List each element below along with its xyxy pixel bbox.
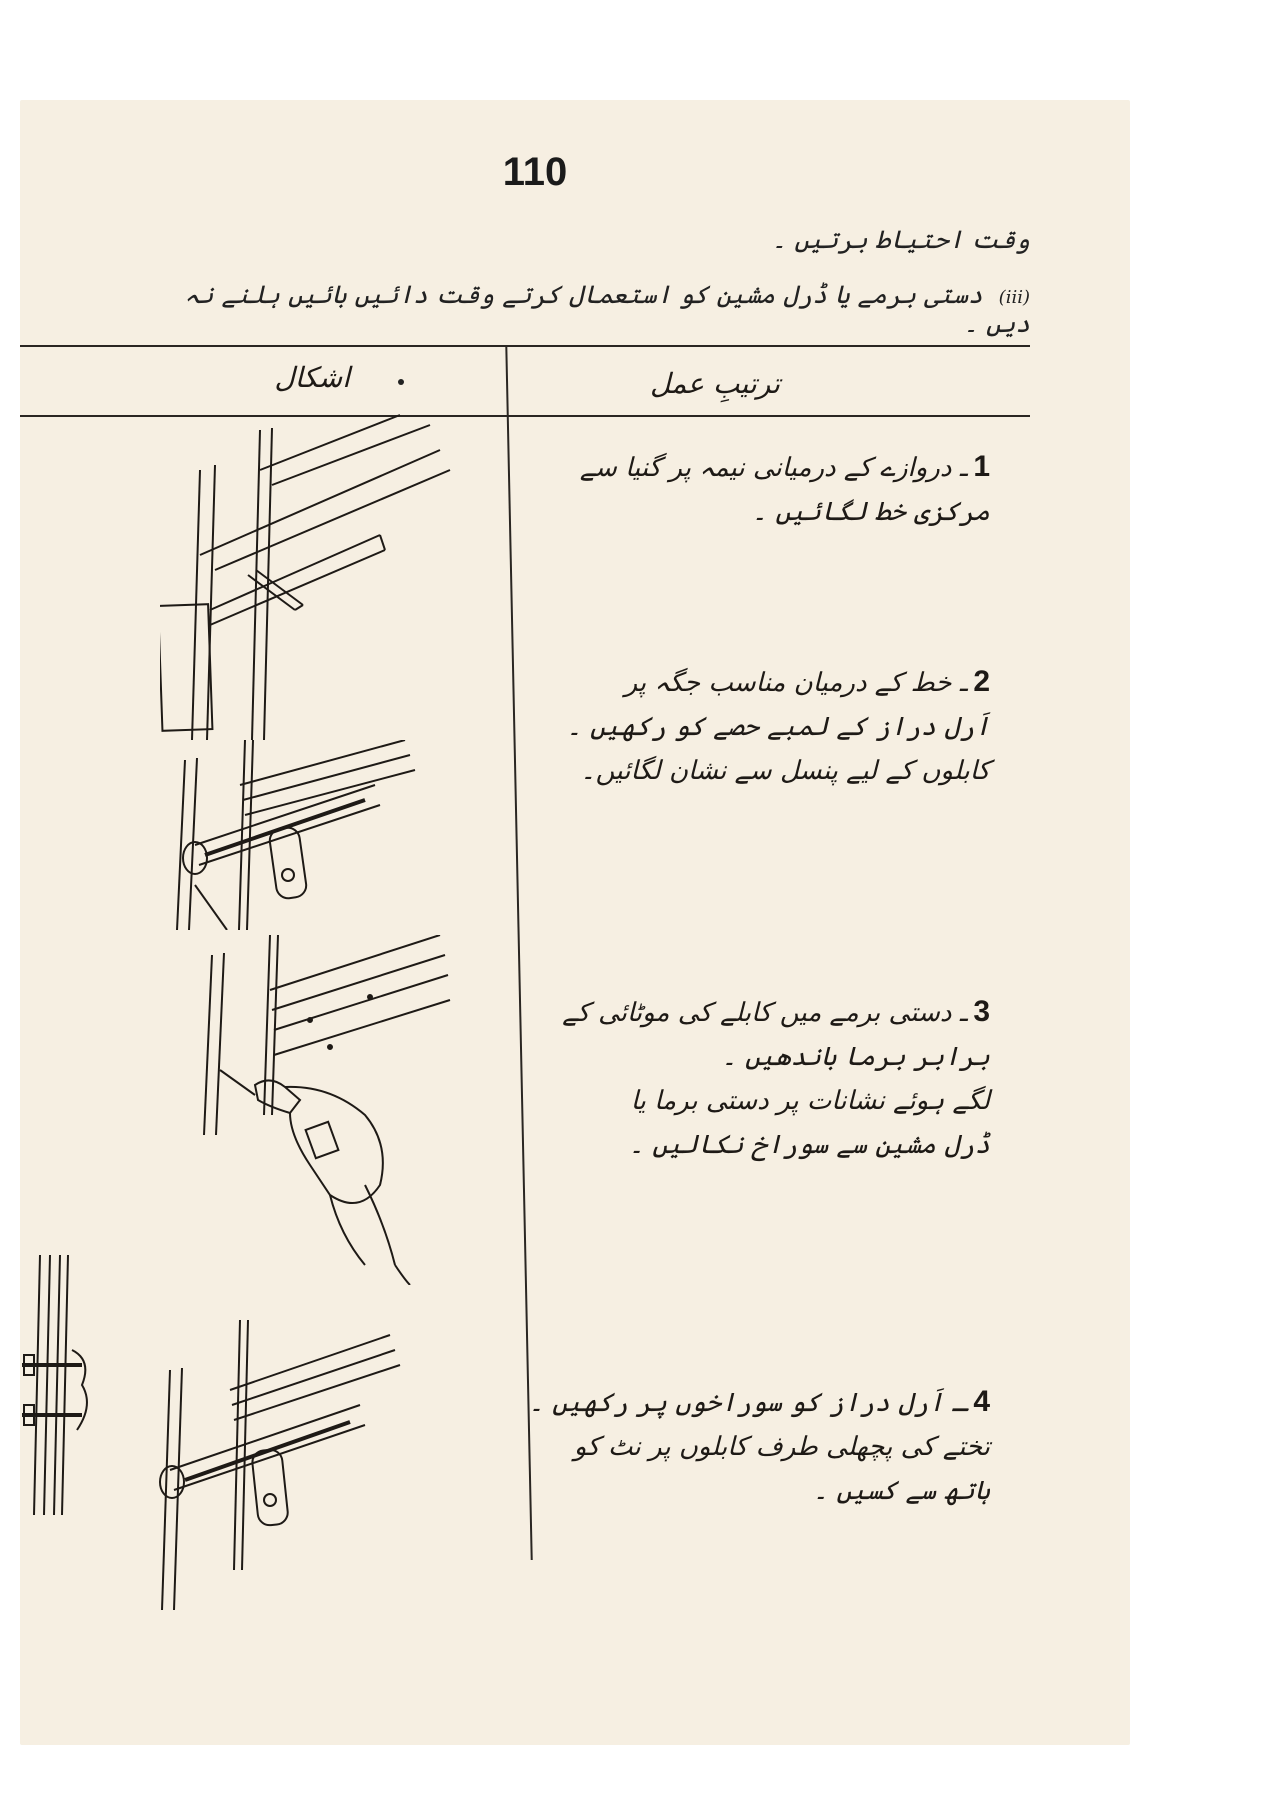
column-header-steps: ترتیبِ عمل <box>650 367 780 400</box>
step-3 <box>500 990 990 1167</box>
step-1-line-2: مرکزی خط لگائیں ۔ <box>751 497 990 527</box>
step-2-line-1: 2ـ خط کے درمیان مناسب جگہ پر <box>624 665 990 698</box>
step-2-line-2: اَرل دراز کے لمبے حصے کو رکھیں ۔ <box>566 712 990 742</box>
table-column-divider <box>505 345 532 1560</box>
intro-line-2 <box>180 280 1030 338</box>
step-4-line-1: 4ـ اَرل دراز کو سوراخوں پر رکھیں ۔ <box>528 1385 990 1418</box>
step-4-line-2: تختے کی پچھلی طرف کابلوں پر نٹ کو <box>573 1432 990 1462</box>
intro-line-1: وقت احتیاط برتیں ۔ <box>771 225 1030 254</box>
step-1-line-1: 1ـ دروازے کے درمیانی نیمہ پر گنیا سے <box>579 450 990 483</box>
step-3-line-2: برابر برما باندھیں ۔ <box>721 1042 990 1072</box>
header-dot <box>398 379 404 385</box>
step-1-number: 1 <box>973 450 990 483</box>
step-4-line-3: ہاتھ سے کسیں ۔ <box>812 1476 990 1506</box>
step-3-line-4: ڈرل مشین سے سوراخ نکالیں ۔ <box>628 1130 990 1160</box>
square-on-door-rail-figure <box>160 410 460 740</box>
intro-marker: (iii) <box>998 287 1030 308</box>
step-3-line-3: لگے ہوئے نشانات پر دستی برما یا <box>630 1086 990 1116</box>
step-2-number: 2 <box>973 665 990 698</box>
step-3-line-1: 3ـ دستی برمے میں کابلے کی موٹائی کے <box>562 995 990 1028</box>
nut-tightened-behind-plank-figure <box>22 1255 102 1515</box>
step-2 <box>520 660 990 793</box>
column-header-figures: اشکال <box>274 361 350 394</box>
step-3-number: 3 <box>973 995 990 1028</box>
bolt-placed-on-door-figure <box>165 740 435 930</box>
hand-drill-boring-figure <box>190 935 470 1285</box>
bolt-fitted-on-door-figure <box>150 1310 410 1610</box>
step-2-line-3: کابلوں کے لیے پنسل سے نشان لگائیں۔ <box>580 756 990 786</box>
table-top-rule <box>20 345 1030 347</box>
intro-line-2-text: دستی برمے یا ڈرل مشین کو استعمال کرتے وقت دائیں بائیں ہلنے نہ دیں ۔ <box>184 280 1030 338</box>
step-1 <box>530 445 990 534</box>
step-4 <box>500 1380 990 1513</box>
page-number: 110 <box>502 150 568 194</box>
step-4-number: 4 <box>973 1385 990 1418</box>
